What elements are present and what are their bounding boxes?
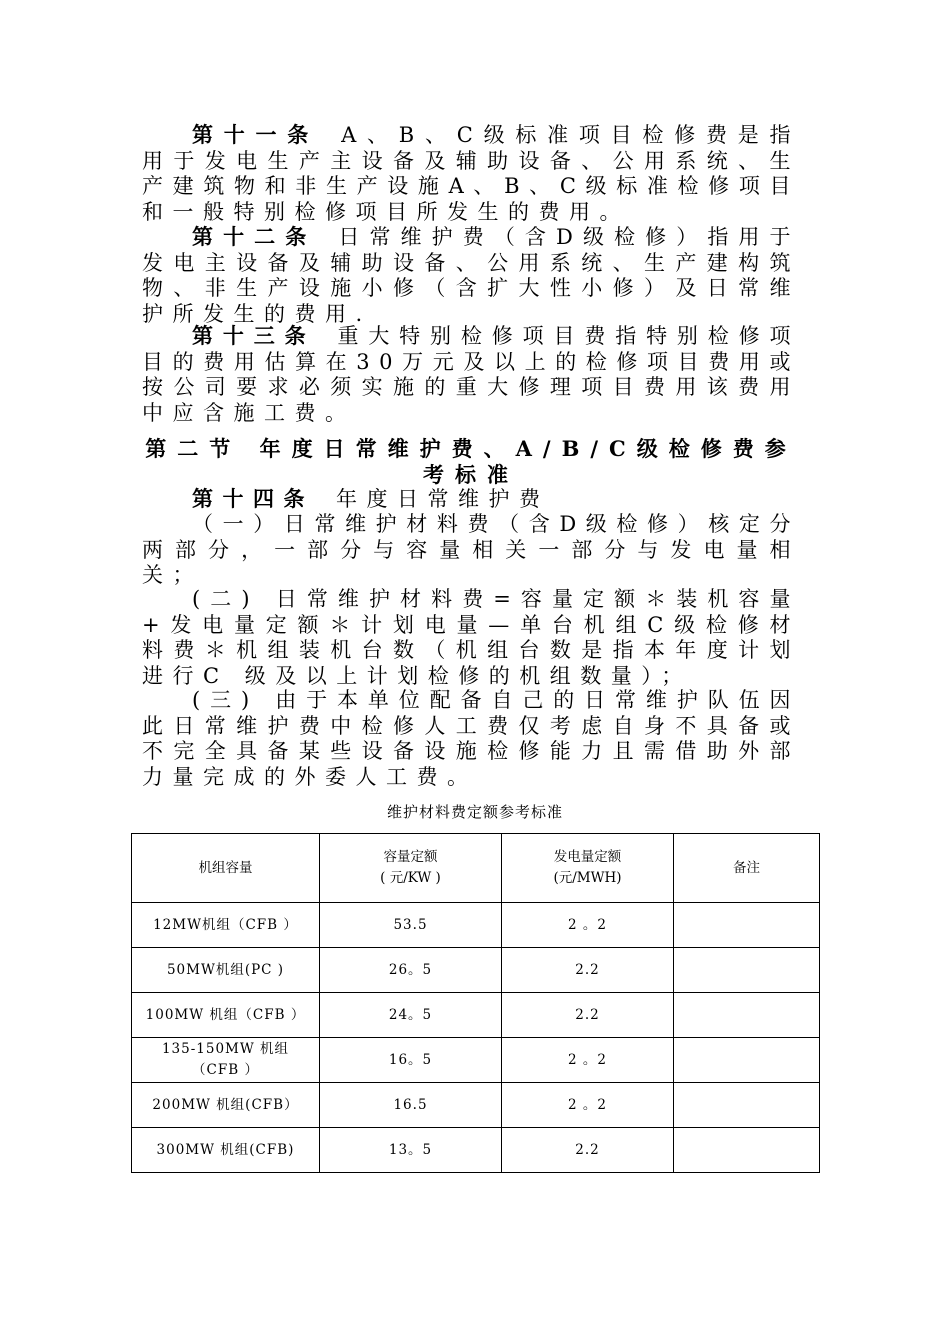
cell-unit: 300MW 机组(CFB) — [132, 1128, 320, 1173]
cell-capacity: 24。5 — [320, 993, 502, 1038]
article-14-item-3: (三) 由于本单位配备自己的日常维护队伍因此日常维护费中检修人工费仅考虑自身不具备或不完全具备某些设备设施检修能力且需借助外部力量完成的外委人工费。 — [142, 688, 800, 789]
cell-generation: 2.2 — [502, 948, 674, 993]
cell-note — [674, 1083, 820, 1128]
header-capacity-quota: 容量定额 ( 元/KW ) — [320, 834, 502, 903]
header-unit: 机组容量 — [132, 834, 320, 903]
article-14 — [142, 486, 800, 513]
table-header-row — [132, 834, 820, 903]
article-heading: 第十一条 — [192, 122, 320, 147]
cell-generation: 2.2 — [502, 993, 674, 1038]
cell-note — [674, 1038, 820, 1083]
cell-note — [674, 993, 820, 1038]
table-caption: 维护材料费定额参考标准 — [386, 803, 563, 821]
article-13 — [142, 323, 800, 426]
article-heading: 第十二条 — [192, 224, 317, 249]
cell-generation: 2 。2 — [502, 1083, 674, 1128]
section-title: 第二节 年度日常维护费、A/B/C级检修费参考标准 — [145, 436, 797, 487]
article-14-item-2: (二) 日常维护材料费=容量定额＊装机容量+发电量定额＊计划电量—单台机组C级检修材料费＊机组装机台数（机组台数是指本年度计划进行C 级及以上计划检修的机组数量）； — [142, 587, 800, 688]
table-row — [132, 1128, 820, 1173]
table-row — [132, 993, 820, 1038]
cell-unit: 200MW 机组(CFB） — [132, 1083, 320, 1128]
article-12 — [142, 224, 800, 327]
cell-capacity: 13。5 — [320, 1128, 502, 1173]
cell-unit: 50MW机组(PC ) — [132, 948, 320, 993]
cell-unit: 12MW机组（CFB ） — [132, 903, 320, 948]
article-14-item-1: （一）日常维护材料费（含D级检修）核定分两部分，一部分与容量相关一部分与发电量相关； — [142, 512, 800, 587]
table-row — [132, 1038, 820, 1083]
header-generation-quota: 发电量定额 (元/MWH) — [502, 834, 674, 903]
cell-unit: 100MW 机组（CFB ） — [132, 993, 320, 1038]
header-note: 备注 — [674, 834, 820, 903]
cell-generation: 2 。2 — [502, 903, 674, 948]
article-heading: 第十四条 — [192, 486, 314, 511]
article-11 — [142, 122, 800, 225]
cell-note — [674, 903, 820, 948]
cell-capacity: 16。5 — [320, 1038, 502, 1083]
table-row — [132, 948, 820, 993]
cell-unit: 135-150MW 机组（CFB ） — [132, 1038, 320, 1083]
cell-capacity: 16.5 — [320, 1083, 502, 1128]
cell-note — [674, 948, 820, 993]
cell-note — [674, 1128, 820, 1173]
article-body: 日常维护费（含D级检修）指用于发电主设备及辅助设备、公用系统、生产建构筑物、非生产设施小修（含扩大性小修）及日常维护所发生的费用. — [142, 225, 800, 326]
article-body: 重大特别检修项目费指特别检修项目的费用估算在30万元及以上的检修项目费用或按公司要求必须实施的重大修理项目费用该费用中应含施工费。 — [142, 324, 801, 425]
article-heading: 第十三条 — [192, 323, 316, 348]
cell-generation: 2 。2 — [502, 1038, 674, 1083]
cell-capacity: 53.5 — [320, 903, 502, 948]
table-row — [132, 1083, 820, 1128]
cell-generation: 2.2 — [502, 1128, 674, 1173]
article-body: 年度日常维护费 — [336, 487, 550, 511]
quota-table — [131, 833, 820, 1173]
table-row — [132, 903, 820, 948]
article-body: A、B、C级标准项目检修费是指用于发电生产主设备及辅助设备、公用系统、生产建筑物和非生产设施A、B、C级标准检修项目和一般特别检修项目所发生的费用。 — [142, 123, 800, 224]
cell-capacity: 26。5 — [320, 948, 502, 993]
